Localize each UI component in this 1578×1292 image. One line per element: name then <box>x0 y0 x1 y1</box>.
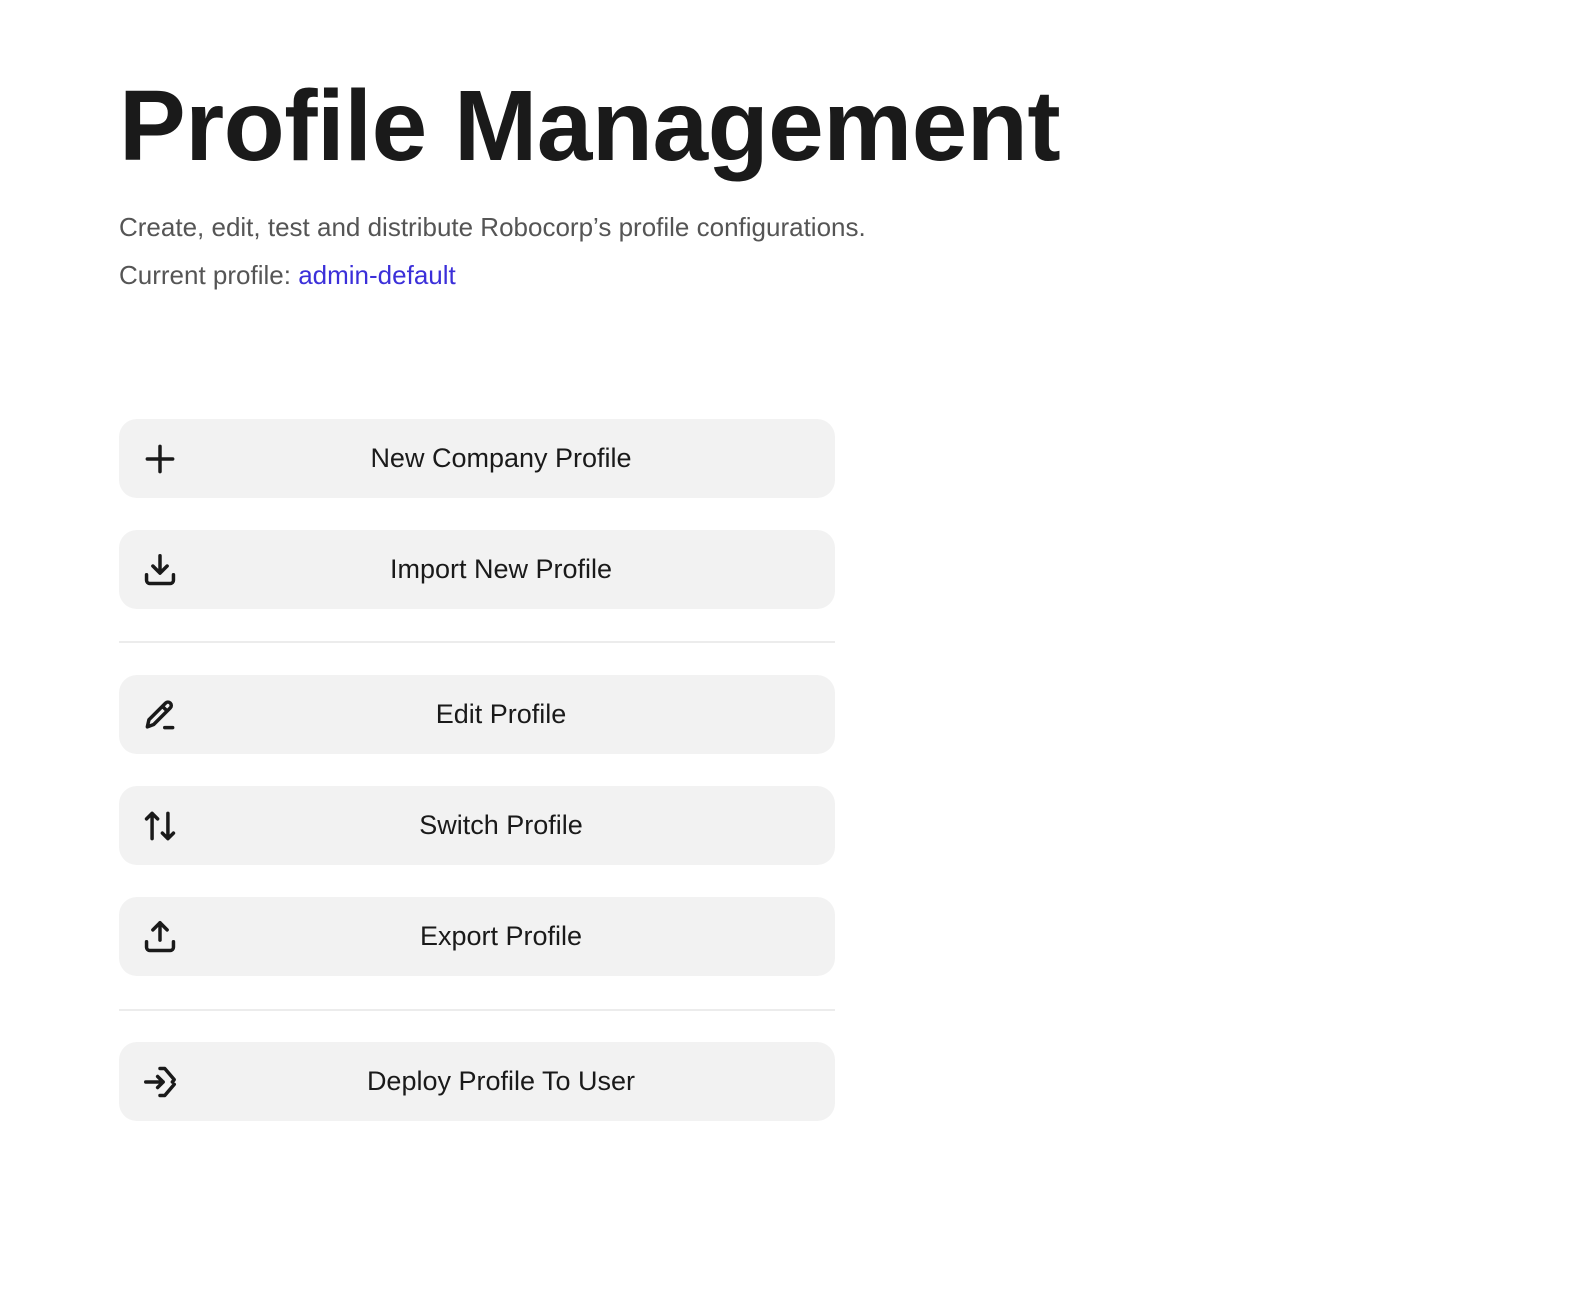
export-profile-label: Export Profile <box>419 921 583 951</box>
upload-icon <box>141 918 179 956</box>
plus-icon <box>141 440 179 478</box>
edit-profile-button[interactable] <box>119 675 835 754</box>
new-company-profile-label: New Company Profile <box>370 443 632 473</box>
page-title: Profile Management <box>119 70 1061 182</box>
deploy-profile-to-user-label: Deploy Profile To User <box>366 1066 636 1096</box>
divider <box>119 1009 835 1011</box>
page-subtitle: Create, edit, test and distribute Robocorp’s profile configurations. <box>119 212 866 242</box>
switch-profile-label: Switch Profile <box>419 810 583 840</box>
pencil-icon <box>141 696 179 734</box>
current-profile-label: Current profile: <box>119 260 291 290</box>
import-new-profile-button[interactable] <box>119 530 835 609</box>
edit-profile-label: Edit Profile <box>435 699 567 729</box>
new-company-profile-button[interactable] <box>119 419 835 498</box>
import-new-profile-label: Import New Profile <box>389 554 613 584</box>
current-profile-link[interactable]: admin-default <box>298 260 456 290</box>
export-profile-button[interactable] <box>119 897 835 976</box>
divider <box>119 641 835 643</box>
current-profile <box>119 259 456 291</box>
deploy-profile-to-user-button[interactable] <box>119 1042 835 1121</box>
sign-in-icon <box>141 1063 179 1101</box>
download-icon <box>141 551 179 589</box>
switch-profile-button[interactable] <box>119 786 835 865</box>
arrows-up-down-icon <box>141 807 179 845</box>
